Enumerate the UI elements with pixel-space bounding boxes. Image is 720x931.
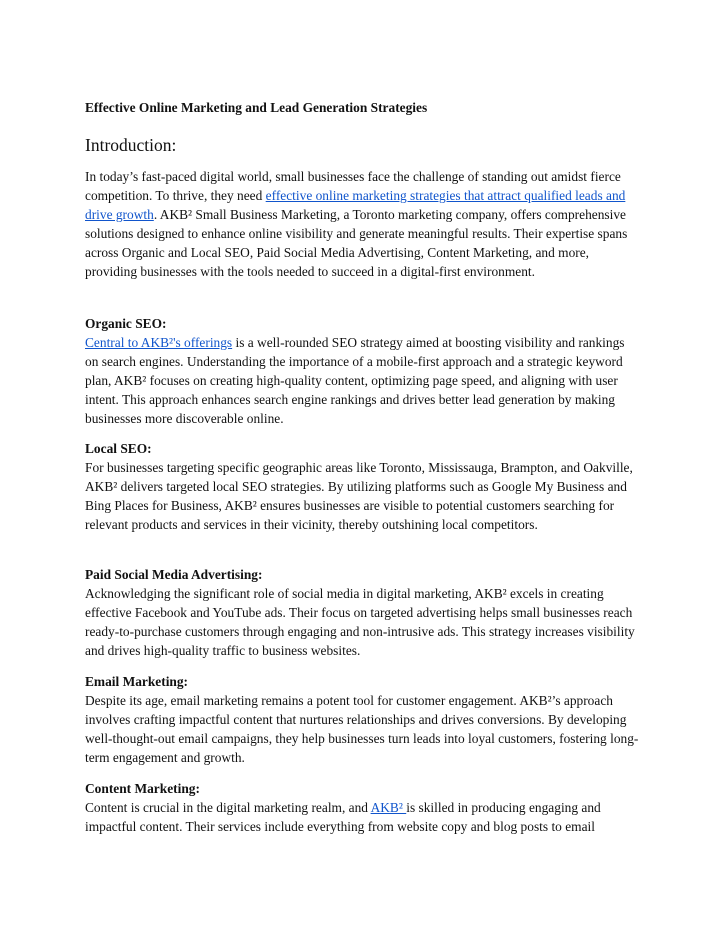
introduction-text-after: . AKB² Small Business Marketing, a Toronto marketing company, offers comprehensive solutions designed to enhance online visibility and generate meaningful results. Their expertise spans across Organic and Local SEO, Paid Social Media Advertising, Content Marketing, and more, providing businesses with the tools needed to succeed in a digital-first environment. (85, 206, 628, 279)
local-seo-text: For businesses targeting specific geographic areas like Toronto, Mississauga, Brampton, and Oakville, AKB² delivers targeted local SEO strategies. By utilizing platforms such as Google My Business and Bing Places for Business, AKB² ensures businesses are visible to potential customers searching for relevant products and services in their vicinity, thereby outshining local competitors. (85, 459, 633, 532)
document-title: Effective Online Marketing and Lead Generation Strategies (85, 100, 428, 115)
local-seo-heading: Local SEO: (85, 441, 152, 456)
introduction-text-before: In today’s fast-paced digital world, small businesses face the challenge of standing out amidst fierce competition. To thrive, they need (85, 169, 621, 203)
akb-offerings-link[interactable]: Central to AKB²'s offerings (85, 334, 233, 350)
email-marketing-section (85, 673, 640, 768)
organic-seo-text: is a well-rounded SEO strategy aimed at boosting visibility and rankings on search engines. Understanding the importance of a mobile-first approach and a strategic keyword plan, AKB² focuses on creating high-quality content, optimizing page speed, and aligning with user intent. This approach enhances search engine rankings and drives better lead generation by making businesses more discoverable online. (85, 334, 625, 426)
paid-social-section (85, 566, 640, 661)
introduction-paragraph (85, 168, 640, 281)
introduction-heading: Introduction: (85, 135, 177, 155)
local-seo-section (85, 440, 640, 535)
content-marketing-text-after: is skilled in producing engaging and impactful content. Their services include everything from website copy and blog posts to email (85, 799, 601, 834)
content-marketing-text-before: Content is crucial in the digital marketing realm, and (85, 799, 371, 815)
email-marketing-heading: Email Marketing: (85, 674, 189, 689)
organic-seo-heading: Organic SEO: (85, 316, 167, 331)
email-marketing-text: Despite its age, email marketing remains a potent tool for customer engagement. AKB²’s approach involves crafting impactful content that nurtures relationships and drives conversions. By developing well-thought-out email campaigns, they help businesses turn leads into loyal customers, fostering long-term engagement and growth. (85, 692, 639, 765)
paid-social-text: Acknowledging the significant role of social media in digital marketing, AKB² excels in creating effective Facebook and YouTube ads. Their focus on targeted advertising helps small businesses reach ready-to-purchase customers through engaging and non-intrusive ads. This strategy increases visibility and drives high-quality traffic to business websites. (85, 585, 635, 658)
content-marketing-heading: Content Marketing: (85, 781, 200, 796)
paid-social-heading: Paid Social Media Advertising: (85, 567, 263, 582)
content-marketing-section (85, 780, 640, 837)
online-marketing-strategies-link[interactable]: effective online marketing strategies that attract qualified leads and drive growth (85, 187, 626, 222)
organic-seo-section (85, 315, 640, 428)
akb-link[interactable]: AKB² (370, 799, 407, 815)
